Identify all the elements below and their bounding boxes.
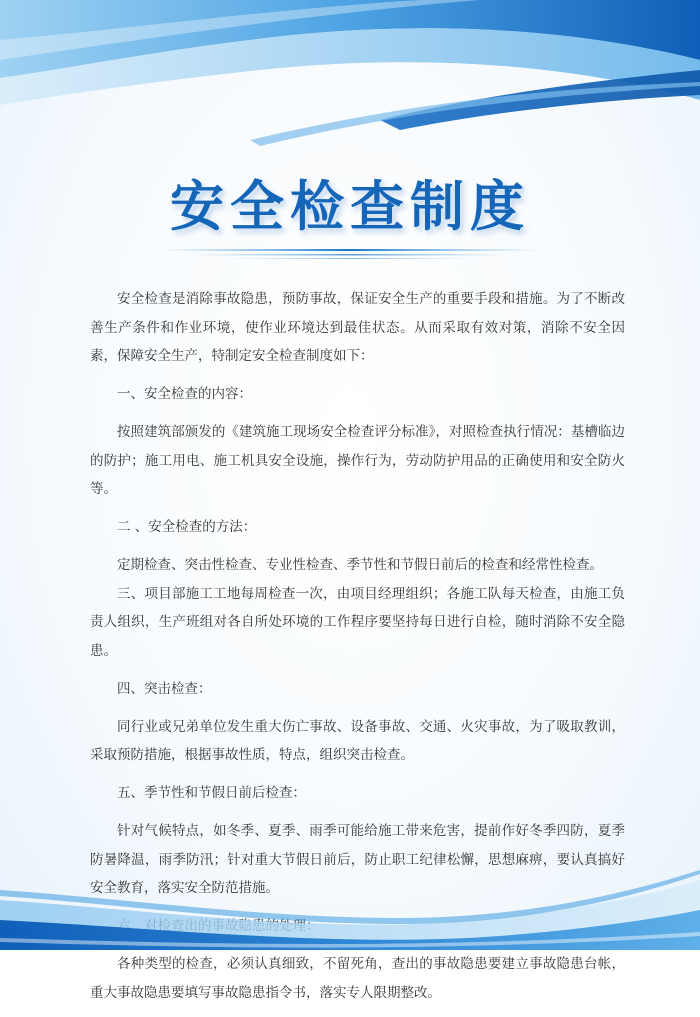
paragraph-weekly-check: 三、项目部施工工地每周检查一次，由项目经理组织；各施工队每天检查，由施工负责人组织，生产班组对各自所处环境的工作程序要坚持每日进行自检，随时消除不安全隐患。 bbox=[90, 585, 625, 659]
section-heading-seasonal: 五、季节性和节假日前后检查： bbox=[117, 785, 306, 801]
section-heading-method: 二 、安全检查的方法： bbox=[117, 519, 257, 535]
section-heading-content: 一、安全检查的内容： bbox=[117, 386, 252, 402]
bottom-wave-decoration bbox=[0, 840, 700, 950]
title-underline-decoration bbox=[160, 247, 540, 261]
paragraph-hazard: 各种类型的检查，必须认真细致，不留死角，查出的事故隐患要建立事故隐患台帐，重大事故隐患要填写事故隐患指令书，落实专人限期整改。 bbox=[90, 956, 625, 1001]
paragraph-intro: 安全检查是消除事故隐患，预防事故，保证安全生产的重要手段和措施。为了不断改善生产条件和作业环境，使作业环境达到最佳状态。从而采取有效对策，消除不安全因素，保障安全生产，特制定安全检查制度如下： bbox=[90, 291, 625, 364]
paragraph-content: 按照建筑部颁发的《建筑施工现场安全检查评分标准》，对照检查执行情况：基槽临边的防护；施工用电、施工机具安全设施，操作行为，劳动防护用品的正确使用和安全防火等。 bbox=[90, 424, 625, 497]
top-wave-decoration bbox=[0, 0, 700, 170]
page-title: 安全检查制度 bbox=[170, 175, 530, 238]
paragraph-method: 定期检查、突击性检查、专业性检查、季节性和节假日前后的检查和经常性检查。 bbox=[117, 557, 603, 573]
paragraph-surprise: 同行业或兄弟单位发生重大伤亡事故、设备事故、交通、火灾事故，为了吸取教训，采取预防措施，根据事故性质，特点，组织突击检查。 bbox=[90, 718, 625, 763]
paragraph-seasonal: 针对气候特点，如冬季、夏季、雨季可能给施工带来危害，提前作好冬季四防，夏季防暑降温，雨季防汛；针对重大节假日前后，防止职工纪律松懈，思想麻痹，要认真搞好安全教育，落实安全防范措施。 bbox=[90, 823, 625, 896]
section-heading-surprise: 四、突击检查： bbox=[117, 680, 212, 697]
